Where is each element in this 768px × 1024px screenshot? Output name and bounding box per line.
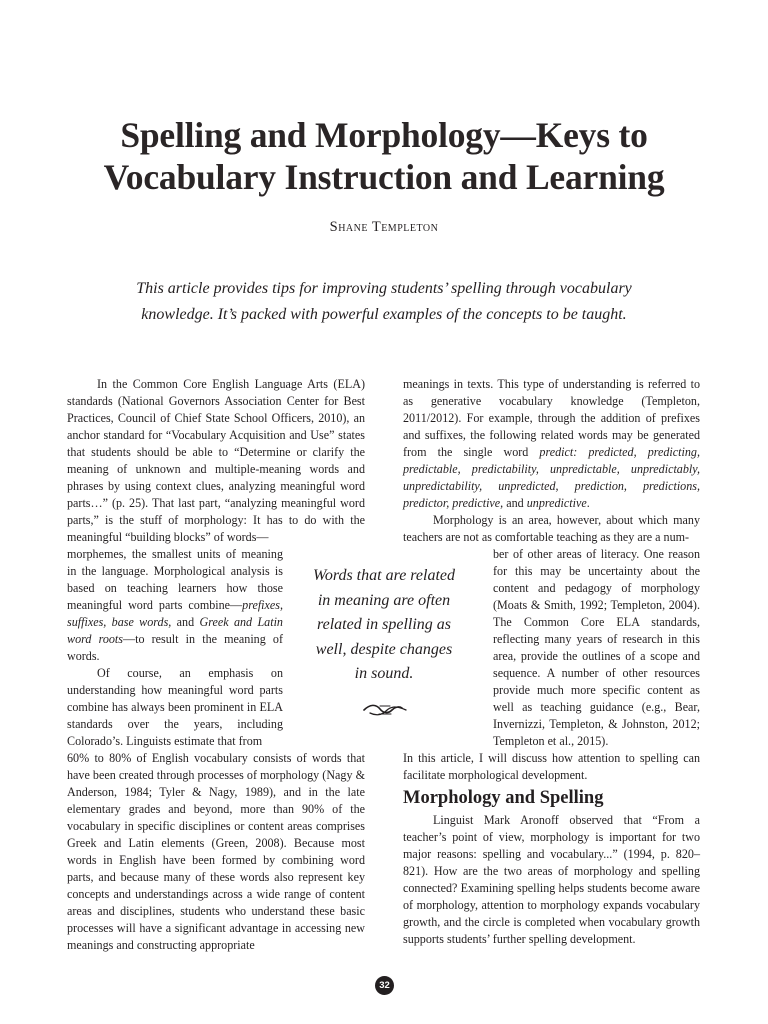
body-paragraph: morphemes, the smallest units of meaning in the language. Morphological analysis is based on teaching learners how those meaningful word parts combine—prefixes, suffixes, base words, and Greek and Latin word roots—to result in the meaning of words. — [67, 547, 283, 663]
body-paragraph: In this article, I will discuss how attention to spelling can facilitate morphological development. — [403, 751, 700, 782]
body-paragraph: Morphology is an area, however, about which many teachers are not as comfortable teaching as they are a num- — [403, 513, 700, 544]
body-paragraph: In the Common Core English Language Arts (ELA) standards (National Governors Association Center for Best Practices, Council of Chief State School Officers, 2010), an anchor standard for “Vocabulary Acquisition and Use” states that students should be able to “Determine or clarify the meaning of unknown and multiple-meaning words and phrases by using context clues, analyzing meaningful word parts…” (p. 25). That last part, “analyzing meaningful word parts,” is the stuff of morphology: It has to do with the meaningful “building blocks” of words— — [67, 377, 365, 544]
author-name: Shane Templeton — [329, 219, 439, 235]
pull-quote-line: related in spelling as — [316, 616, 452, 633]
body-paragraph: Of course, an emphasis on understanding how meaningful word parts combine has always been prominent in ELA standards over the years, including Colorado’s. Linguists estimate that from — [67, 666, 283, 748]
pull-quote-line: in meaning are often — [317, 591, 451, 609]
body-paragraph: Linguist Mark Aronoff observed that “From a teacher’s point of view, morphology is important for two major reasons: spelling and vocabulary...” (1994, p. 820–821). How are the two areas of morphology and spelling connected? Examining spelling helps students become aware of morphology, attention to morphology expands vocabulary growth, and the circle is completed when vocabulary growth supports students’ further spelling development. — [403, 813, 700, 946]
title-line: Spelling and Morphology—Keys to — [120, 115, 648, 155]
pull-quote-line: Words that are related — [312, 567, 456, 584]
right-column — [403, 376, 700, 784]
flourish-ornament-icon — [362, 700, 408, 720]
article-title — [40, 114, 728, 198]
article-abstract — [90, 276, 678, 328]
page-number: 32 — [375, 976, 394, 995]
abstract-line: This article provides tips for improving students’ spelling through vocabulary — [136, 280, 632, 297]
right-column-continued — [403, 812, 700, 948]
section-heading: Morphology and Spelling — [403, 788, 604, 808]
body-paragraph: 60% to 80% of English vocabulary consists of words that have been created through processes of morphology (Nagy & Anderson, 1984; Tyler & Nagy, 1989), and in the late elementary grades and beyond, more than 90% of the vocabulary in specific disciplines or content areas comprises Greek and Latin elements (Green, 2008). Because most words in English have been formed by combining word parts, and because many of these words also represent key concepts and understandings across a wide range of content areas and disciplines, students who understand these basic processes will have a significant advantage in accessing new meanings and constructing appropriate — [67, 751, 365, 952]
pull-quote-line: in sound. — [354, 665, 414, 682]
body-paragraph: meanings in texts. This type of understanding is referred to as generative vocabulary knowledge (Templeton, 2011/2012). For example, through the addition of prefixes and suffixes, the following related words may be generated from the single word predict: predicted, predicting, predictable, predictability, unpredictable, unpredictably, unpredictability, unpredicted, prediction, predictions, predictor, predictive, and unpredictive. — [403, 377, 700, 510]
title-line: Vocabulary Instruction and Learning — [103, 157, 665, 197]
abstract-line: knowledge. It’s packed with powerful examples of the concepts to be taught. — [141, 306, 627, 323]
pull-quote-line: well, despite changes — [315, 640, 453, 658]
body-paragraph: ber of other areas of literacy. One reason for this may be uncertainty about the content and pedagogy of morphology (Moats & Smith, 1992; Templeton, 2004). The Common Core ELA standards, reflecting many years of research in this area, provide the outlines of a scope and sequence. A number of other resources provide much more specific content as well as teaching guidance (e.g., Bear, Invernizzi, Templeton, & Johnston, 2012; Templeton et al., 2015). — [493, 547, 700, 748]
